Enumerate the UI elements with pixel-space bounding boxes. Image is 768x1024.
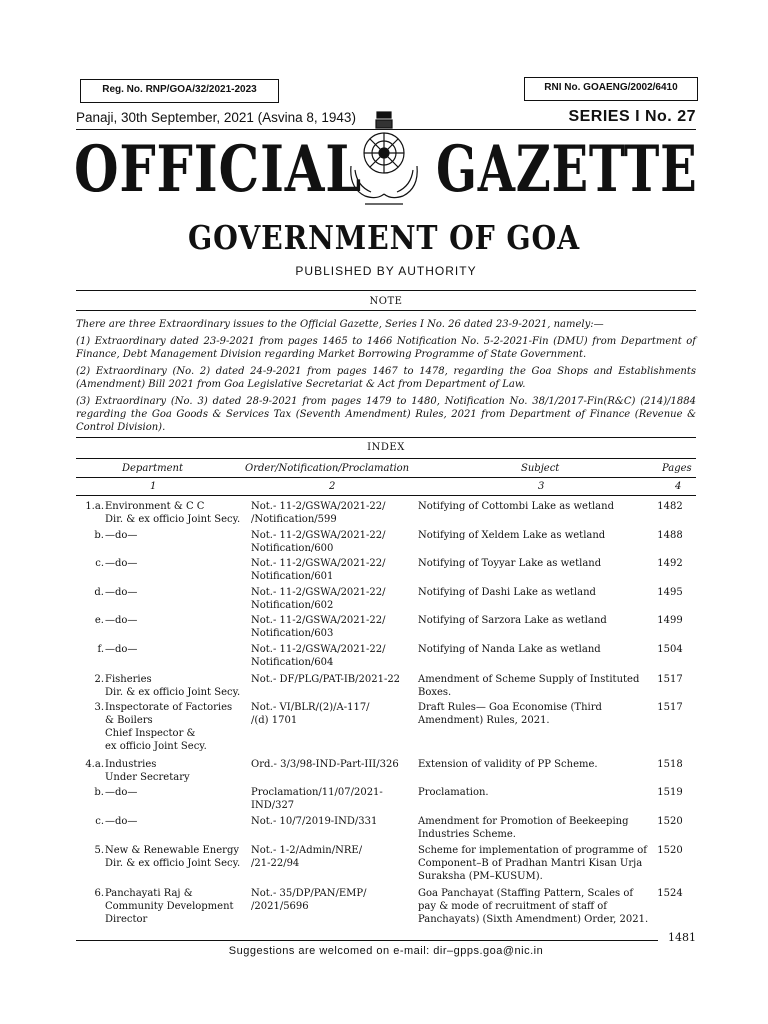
row-subject: Scheme for implementation of programme of Component–B of Pradhan Mantri Kisan Urja Suraksha (PM–KUSUM). [418,845,647,882]
registration-number-box: Reg. No. RNP/GOA/32/2021-2023 [80,79,279,103]
note-heading-rule [76,310,696,311]
row-department: Environment & C C Dir. & ex officio Joint Secy. [105,501,241,525]
row-department: Fisheries Dir. & ex officio Joint Secy. [105,674,241,698]
column-header-pages: Pages [662,463,692,474]
row-number: 5. [94,845,104,856]
note-top-rule [76,290,696,291]
row-page: 1520 [657,845,683,856]
row-page: 1504 [657,644,683,655]
row-order: Proclamation/11/07/2021- IND/327 [251,787,383,811]
note-heading: NOTE [369,296,403,307]
column-number: 3 [538,481,545,492]
row-subject: Notifying of Xeldem Lake as wetland [418,530,606,541]
row-subject: Notifying of Cottombi Lake as wetland [418,501,614,512]
note-paragraph: (2) Extraordinary (No. 2) dated 24-9-2021 from pages 1467 to 1478, regarding the Goa Shops and Establishments (Amendment) Bill 2021 from Goa Legislative Secretariat & Act from Department of Law. [76,366,696,390]
row-number: 6. [94,888,104,899]
row-department: —do— [105,587,138,598]
dateline: Panaji, 30th September, 2021 (Asvina 8, 1943) [76,110,356,125]
row-subject: Draft Rules— Goa Economise (Third Amendment) Rules, 2021. [418,702,602,726]
row-page: 1495 [657,587,683,598]
row-number: e. [94,615,104,626]
government-of-goa-subtitle: GOVERNMENT OF GOA [188,218,580,257]
row-department: Panchayati Raj & Community Development Director [105,888,234,925]
note-paragraph: (3) Extraordinary (No. 3) dated 28-9-2021 from pages 1479 to 1480, Notification No. 38/1/2017-Fin(R&C) (214)/1884 regarding the Goa Goods & Services Tax (Seventh Amendment) Rules, 2021 from Department of Finance (Revenue & Control Division). [76,396,696,433]
row-number: b. [94,530,104,541]
row-order: Not.- 11-2/GSWA/2021-22/ Notification/602 [251,587,386,611]
row-order: Not.- VI/BLR/(2)/A-117/ /(d) 1701 [251,702,370,726]
suggestions-email: Suggestions are welcomed on e-mail: dir–gpps.goa@nic.in [228,945,544,957]
row-subject: Amendment for Promotion of Beekeeping Industries Scheme. [418,816,629,840]
row-subject: Notifying of Nanda Lake as wetland [418,644,601,655]
row-department: —do— [105,615,138,626]
index-heading: INDEX [367,442,405,453]
gazette-title-official: OFFICIAL [74,132,363,207]
row-order: Not.- 35/DP/PAN/EMP/ /2021/5696 [251,888,367,912]
gazette-title-gazette: GAZETTE [436,132,698,207]
column-number: 4 [675,481,682,492]
row-number: c. [95,816,104,827]
row-page: 1518 [657,759,683,770]
row-number: f. [97,644,104,655]
row-page: 1488 [657,530,683,541]
row-subject: Goa Panchayat (Staffing Pattern, Scales of pay & mode of recruitment of staff of Panchayats) (Sixth Amendment) Order, 2021. [418,888,649,925]
row-number: 3. [94,702,104,713]
row-page: 1517 [657,702,683,713]
note-paragraph: There are three Extraordinary issues to the Official Gazette, Series I No. 26 dated 23-9-2021, namely:— [76,319,604,330]
row-page: 1517 [657,674,683,685]
row-number: c. [95,558,104,569]
row-department: —do— [105,530,138,541]
row-number: 2. [94,674,104,685]
index-heading-rule [76,458,696,459]
column-header-subject: Subject [521,463,560,474]
row-page: 1520 [657,816,683,827]
row-subject: Amendment of Scheme Supply of Instituted Boxes. [418,674,640,698]
row-department: Inspectorate of Factories & Boilers Chief Inspector & ex officio Joint Secy. [105,702,233,752]
row-subject: Notifying of Dashi Lake as wetland [418,587,596,598]
row-page: 1519 [657,787,683,798]
row-department: —do— [105,787,138,798]
published-by-authority: PUBLISHED BY AUTHORITY [295,264,477,278]
index-top-rule [76,437,696,438]
row-order: Not.- 10/7/2019-IND/331 [251,816,378,827]
row-subject: Proclamation. [418,787,489,798]
row-page: 1499 [657,615,683,626]
row-department: —do— [105,558,138,569]
goa-state-emblem-icon [343,108,425,212]
column-number-rule [76,495,696,496]
row-page: 1524 [657,888,683,899]
column-header-department: Department [122,463,183,474]
footer-rule [76,940,658,941]
row-department: —do— [105,816,138,827]
row-order: Not.- 11-2/GSWA/2021-22/ Notification/603 [251,615,386,639]
column-number: 1 [150,481,157,492]
row-order: Not.- 1-2/Admin/NRE/ /21-22/94 [251,845,363,869]
row-order: Not.- 11-2/GSWA/2021-22/ /Notification/599 [251,501,386,525]
column-number: 2 [329,481,336,492]
page-number: 1481 [668,931,696,944]
row-number: 4.a. [85,759,104,770]
row-department: New & Renewable Energy Dir. & ex officio Joint Secy. [105,845,241,869]
row-page: 1482 [657,501,683,512]
series-number: SERIES I No. 27 [568,108,696,125]
row-order: Not.- 11-2/GSWA/2021-22/ Notification/604 [251,644,386,668]
row-order: Not.- 11-2/GSWA/2021-22/ Notification/601 [251,558,386,582]
row-department: Industries Under Secretary [105,759,190,783]
row-subject: Notifying of Toyyar Lake as wetland [418,558,602,569]
rni-number-box: RNI No. GOAENG/2002/6410 [524,77,698,101]
row-number: b. [94,787,104,798]
row-order: Not.- 11-2/GSWA/2021-22/ Notification/600 [251,530,386,554]
row-order: Not.- DF/PLG/PAT-IB/2021-22 [251,674,401,685]
row-subject: Notifying of Sarzora Lake as wetland [418,615,607,626]
row-page: 1492 [657,558,683,569]
row-number: d. [94,587,104,598]
row-order: Ord.- 3/3/98-IND-Part-III/326 [251,759,399,770]
column-header-rule [76,477,696,478]
row-number: 1.a. [85,501,104,512]
column-header-order: Order/Notification/Proclamation [245,463,410,474]
row-subject: Extension of validity of PP Scheme. [418,759,598,770]
row-department: —do— [105,644,138,655]
note-paragraph: (1) Extraordinary dated 23-9-2021 from pages 1465 to 1466 Notification No. 5-2-2021-Fin (DMU) from Department of Finance, Debt Management Division regarding Market Borrowing Programme of State Government. [76,336,696,360]
